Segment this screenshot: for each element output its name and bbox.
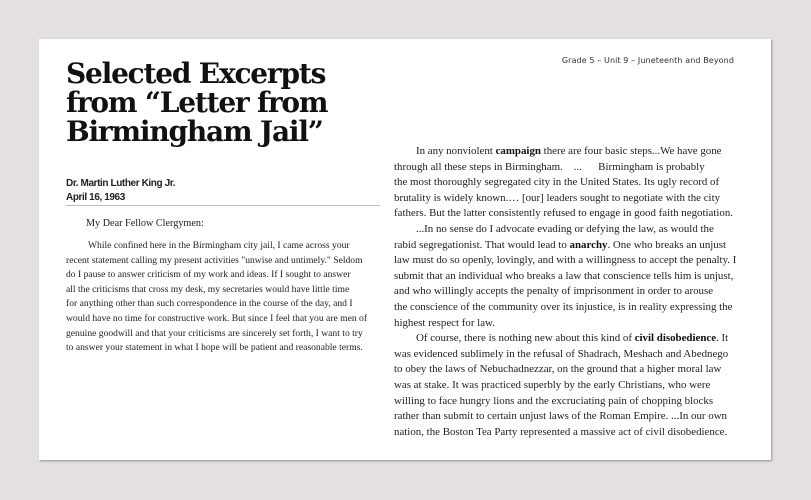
text-line: all the criticisms that cross my desk, my secretaries would have little time (66, 283, 350, 295)
salutation: My Dear Fellow Clergymen: (86, 218, 204, 229)
right-column (394, 144, 743, 440)
text-line: was at stake. It was practiced superbly by the early Christians, who were (394, 378, 711, 391)
text-line (394, 238, 743, 254)
text-line: the conscience of the community over its injustice, is in reality expressing the (394, 300, 733, 313)
keyword-anarchy: anarchy (569, 238, 608, 251)
text-line: ...In no sense do I advocate evading or defying the law, as would the (416, 222, 714, 235)
title-line: from “Letter from (66, 86, 328, 119)
keyword-civil-disobedience: civil disobedience (634, 332, 717, 345)
title-line: Selected Excerpts (66, 57, 326, 90)
text-line: rather than submit to certain unjust laws of the Roman Empire. ...In our own (394, 410, 727, 423)
text-line: law must do so openly, lovingly, and with a willingness to accept the penalty. I (394, 254, 737, 267)
author-name: Dr. Martin Luther King Jr. (66, 178, 176, 189)
paragraph-campaign (394, 144, 743, 222)
byline (66, 177, 380, 206)
paragraph-anarchy (394, 222, 743, 331)
text-line: to obey the laws of Nebuchadnezzar, on the ground that a higher moral law (394, 363, 722, 376)
text-line: the most thoroughly segregated city in the United States. Its ugly record of (394, 176, 720, 189)
text-line: brutality is widely known.… [our] leaders sought to negotiate with the city (394, 191, 721, 204)
text-line: willing to face hungry lions and the excruciating pain of chopping blocks (394, 394, 714, 407)
document-page (39, 39, 771, 460)
text-run: there are four basic steps...We have gone (540, 145, 722, 157)
text-line: for anything other than such correspondence in the course of the day, and I (66, 298, 353, 310)
text-line (394, 331, 743, 347)
left-column-paragraph (66, 239, 382, 356)
text-line: submit that an individual who breaks a law that conscience tells him is unjust, (394, 269, 734, 282)
text-line: recent statement calling my present activities "unwise and untimely." Seldom (66, 254, 363, 266)
text-line: nation, the Boston Tea Party represented a massive act of civil disobedience. (394, 425, 728, 438)
text-run: . It (716, 332, 729, 345)
text-line: would have no time for constructive work. But since I feel that you are men of (66, 312, 368, 324)
paragraph-civil-disobedience (394, 331, 743, 440)
text-run: rabid segregationist. That would lead to (394, 238, 570, 251)
unit-header: Grade 5 – Unit 9 – Juneteenth and Beyond (561, 56, 734, 65)
text-run: In any nonviolent (416, 145, 496, 157)
text-run: Of course, there is nothing new about this kind of (416, 332, 635, 345)
text-line: through all these steps in Birmingham. ... Birmingham is probably (394, 160, 705, 173)
text-line: to answer your statement in what I hope will be patient and reasonable terms. (66, 342, 363, 354)
text-line (394, 144, 743, 160)
text-line: While confined here in the Birmingham city jail, I came across your (88, 240, 350, 251)
text-line: was evidenced sublimely in the refusal of Shadrach, Meshach and Abednego (394, 347, 729, 360)
letter-date: April 16, 1963 (66, 192, 125, 203)
text-line: genuine goodwill and that your criticisms are sincerely set forth, I want to try (66, 327, 363, 339)
keyword-campaign: campaign (495, 145, 541, 157)
text-line: highest respect for law. (394, 316, 495, 329)
text-line: do I pause to answer criticism of my work and ideas. If I sought to answer (66, 269, 351, 281)
text-line: and who willingly accepts the penalty of imprisonment in order to arouse (394, 285, 714, 298)
text-run: . One who breaks an unjust (607, 238, 727, 251)
title-line: Birmingham Jail” (66, 115, 323, 148)
page-title (66, 59, 366, 146)
text-line: fathers. But the latter consistently refused to engage in good faith negotiation. (394, 207, 734, 220)
